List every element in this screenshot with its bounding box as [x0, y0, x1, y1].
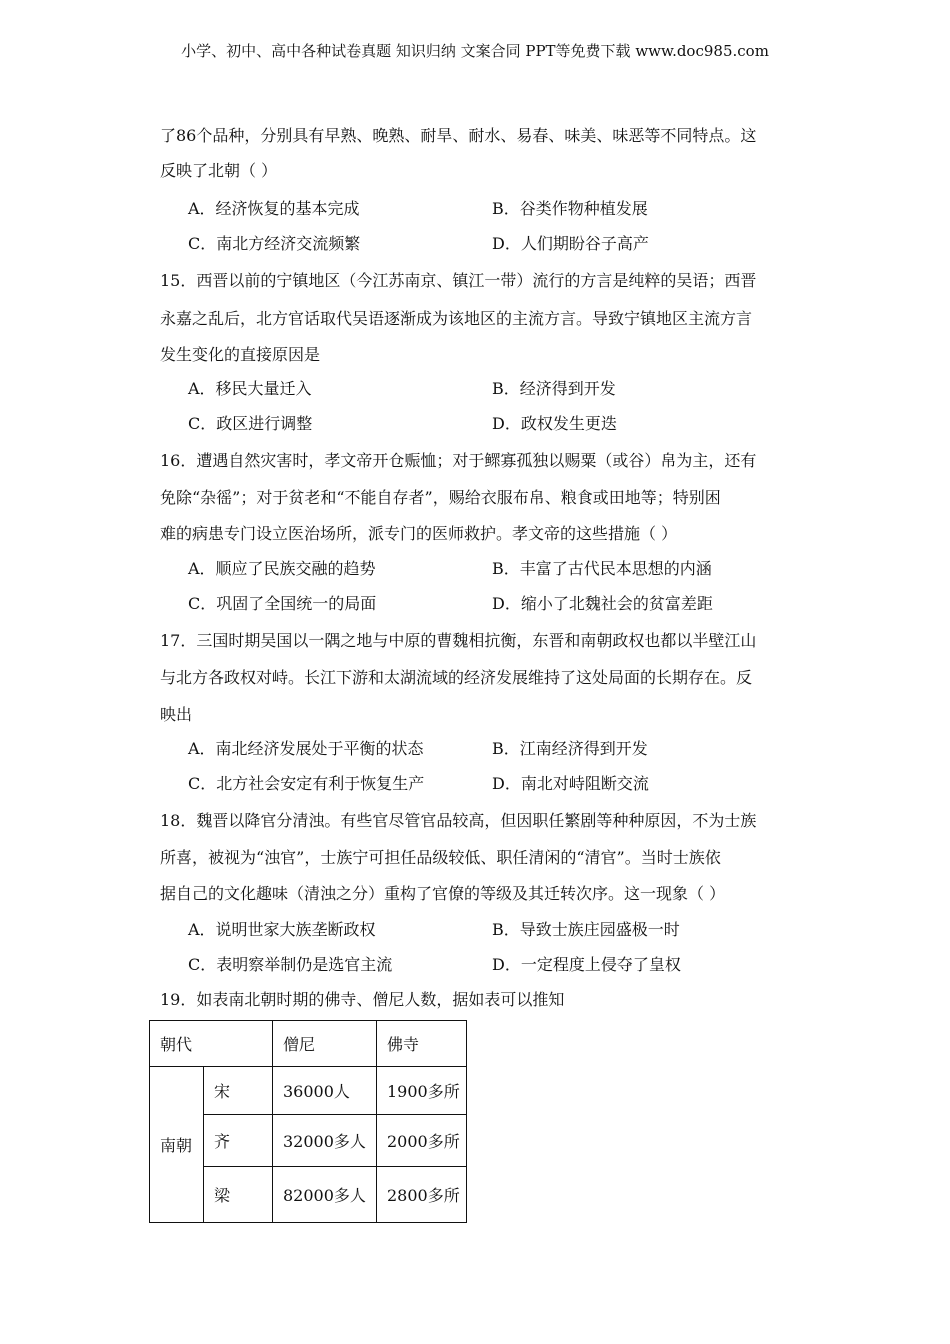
- q14-option-a: A．经济恢复的基本完成: [188, 199, 360, 218]
- q18-line-3: 据自己的文化趣味（清浊之分）重构了官僚的等级及其迁转次序。这一现象（ ）: [160, 884, 726, 903]
- q15-line-2: 永嘉之乱后，北方官话取代吴语逐渐成为该地区的主流方言。导致宁镇地区主流方言: [160, 309, 753, 328]
- q16-line-2: 免除“杂徭”；对于贫老和“不能自存者”，赐给衣服布帛、粮食或田地等；特别困: [160, 488, 721, 507]
- group-southern-dynasties: 南朝: [150, 1067, 204, 1223]
- q14-line-2: 反映了北朝（ ）: [160, 161, 278, 180]
- temples-cell: 1900多所: [377, 1067, 467, 1115]
- q14-option-b: B．谷类作物种植发展: [492, 199, 648, 218]
- monks-temples-table: [149, 1020, 467, 1223]
- header-monks: 僧尼: [273, 1021, 377, 1067]
- q16-option-c: C．巩固了全国统一的局面: [188, 594, 377, 613]
- q17-line-2: 与北方各政权对峙。长江下游和太湖流域的经济发展维持了这处局面的长期存在。反: [160, 668, 753, 687]
- q14-option-d: D．人们期盼谷子高产: [492, 234, 649, 253]
- header-dynasty: 朝代: [150, 1021, 273, 1067]
- header-temples: 佛寺: [377, 1021, 467, 1067]
- q16-option-a: A．顺应了民族交融的趋势: [188, 559, 376, 578]
- q17-option-a: A．南北经济发展处于平衡的状态: [188, 739, 424, 758]
- dynasty-cell: 宋: [204, 1067, 273, 1115]
- q17-option-d: D．南北对峙阻断交流: [492, 774, 649, 793]
- q15-option-c: C．政区进行调整: [188, 414, 313, 433]
- q16-line-3: 难的病患专门设立医治场所，派专门的医师救护。孝文帝的这些措施（ ）: [160, 524, 678, 543]
- q15-option-d: D．政权发生更迭: [492, 414, 617, 433]
- dynasty-cell: 齐: [204, 1115, 273, 1167]
- q18-option-d: D．一定程度上侵夺了皇权: [492, 955, 681, 974]
- monks-cell: 36000人: [273, 1067, 377, 1115]
- q18-line-1: 18．魏晋以降官分清浊。有些官尽管官品较高，但因职任繁剧等种种原因，不为士族: [160, 811, 757, 830]
- q15-option-b: B．经济得到开发: [492, 379, 616, 398]
- q17-line-1: 17．三国时期吴国以一隅之地与中原的曹魏相抗衡，东晋和南朝政权也都以半壁江山: [160, 631, 757, 650]
- q16-option-b: B．丰富了古代民本思想的内涵: [492, 559, 712, 578]
- page-header: 小学、初中、高中各种试卷真题 知识归纳 文案合同 PPT等免费下载 www.doc985.com: [181, 42, 769, 60]
- table-row: [150, 1067, 467, 1115]
- q17-line-3: 映出: [160, 705, 193, 724]
- q19-stem: 19．如表南北朝时期的佛寺、僧尼人数，据如表可以推知: [160, 990, 565, 1009]
- q16-line-1: 16．遭遇自然灾害时，孝文帝开仓赈恤；对于鳏寡孤独以赐粟（或谷）帛为主，还有: [160, 451, 757, 470]
- monks-cell: 32000多人: [273, 1115, 377, 1167]
- q14-option-c: C．南北方经济交流频繁: [188, 234, 361, 253]
- q17-option-b: B．江南经济得到开发: [492, 739, 648, 758]
- monks-cell: 82000多人: [273, 1167, 377, 1223]
- q18-option-a: A．说明世家大族垄断政权: [188, 920, 376, 939]
- temples-cell: 2800多所: [377, 1167, 467, 1223]
- q15-line-1: 15．西晋以前的宁镇地区（今江苏南京、镇江一带）流行的方言是纯粹的吴语；西晋: [160, 271, 757, 290]
- q14-line-1: 了86个品种，分别具有早熟、晚熟、耐旱、耐水、易春、味美、味恶等不同特点。这: [160, 126, 757, 145]
- q15-line-3: 发生变化的直接原因是: [160, 345, 321, 364]
- q18-option-b: B．导致士族庄园盛极一时: [492, 920, 680, 939]
- temples-cell: 2000多所: [377, 1115, 467, 1167]
- q16-option-d: D．缩小了北魏社会的贫富差距: [492, 594, 713, 613]
- q18-option-c: C．表明察举制仍是选官主流: [188, 955, 393, 974]
- table-header-row: [150, 1021, 467, 1067]
- q18-line-2: 所喜，被视为“浊官”，士族宁可担任品级较低、职任清闲的“清官”。当时士族依: [160, 848, 721, 867]
- q17-option-c: C．北方社会安定有利于恢复生产: [188, 774, 425, 793]
- dynasty-cell: 梁: [204, 1167, 273, 1223]
- q15-option-a: A．移民大量迁入: [188, 379, 312, 398]
